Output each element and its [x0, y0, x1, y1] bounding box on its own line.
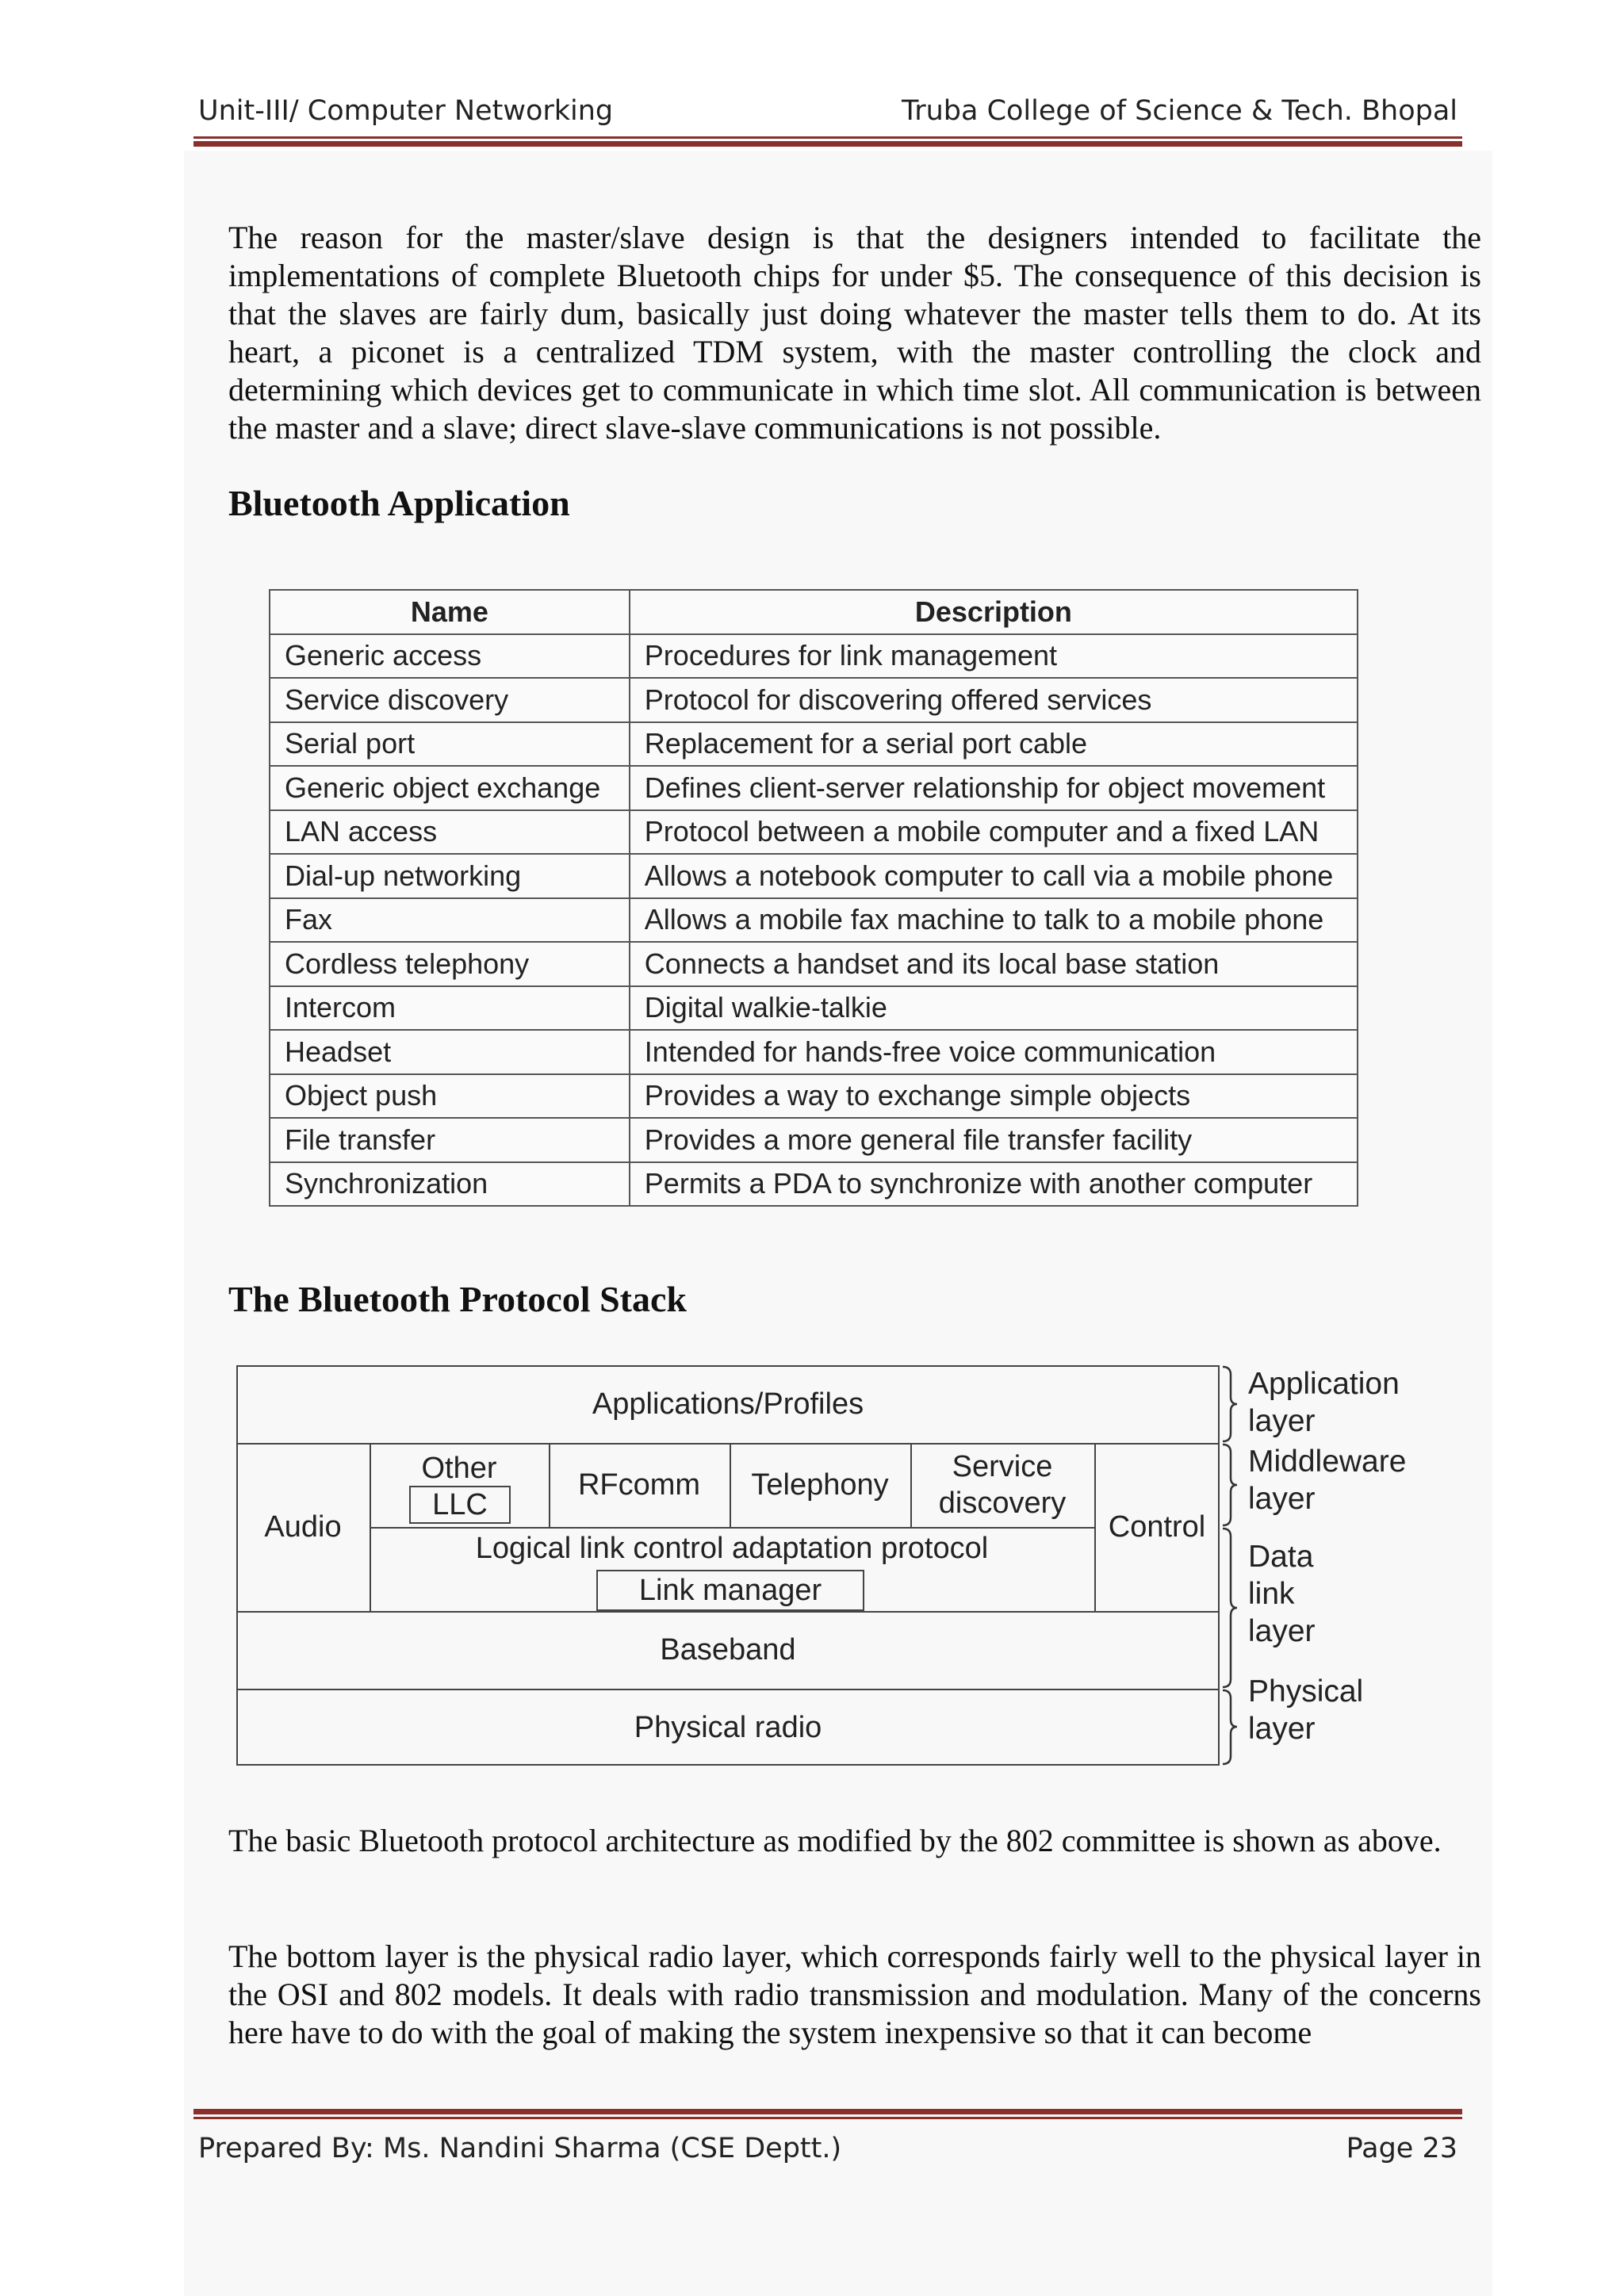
application-name-cell: Object push: [270, 1074, 630, 1119]
physical-layer-label: Physical layer: [1248, 1674, 1364, 1746]
rfcomm-label: RFcomm: [577, 1468, 701, 1502]
link-manager-label: Link manager: [638, 1574, 822, 1607]
application-description-cell: Defines client-server relationship for object movement: [630, 766, 1358, 810]
physical-layer-paragraph: The bottom layer is the physical radio layer, which corresponds fairly well to the physical layer in the OSI and 802 models. It deals with radio transmission and modulation. Many of the concerns here have to do with the goal of making the system inexpensive so that it can become: [228, 1938, 1481, 2050]
application-name-cell: LAN access: [270, 810, 630, 855]
middleware-layer-label: Middleware layer: [1248, 1445, 1407, 1516]
section-heading-applications: Bluetooth Application: [228, 483, 570, 523]
application-name-cell: Cordless telephony: [270, 942, 630, 986]
table-header-row: [270, 590, 1358, 634]
table-row: [270, 634, 1358, 679]
audio-label: Audio: [264, 1510, 342, 1544]
l2cap-label: Logical link control adaptation protocol: [475, 1532, 989, 1565]
table-row: [270, 1118, 1358, 1162]
section-heading-protocol-stack: The Bluetooth Protocol Stack: [228, 1279, 687, 1319]
application-name-cell: Generic access: [270, 634, 630, 679]
brace-middleware: [1221, 1443, 1239, 1527]
footer-left: Prepared By: Ms. Nandini Sharma (CSE Deptt.): [198, 2133, 842, 2164]
service-discovery-label: Service discovery: [938, 1450, 1067, 1520]
table-row: [270, 766, 1358, 810]
table-row: [270, 1030, 1358, 1074]
application-description-cell: Allows a notebook computer to call via a mobile phone: [630, 854, 1358, 898]
application-description-cell: Protocol between a mobile computer and a fixed LAN: [630, 810, 1358, 855]
application-description-cell: Provides a more general file transfer facility: [630, 1118, 1358, 1162]
brace-application: [1221, 1365, 1239, 1443]
table-row: [270, 942, 1358, 986]
application-description-cell: Protocol for discovering offered services: [630, 678, 1358, 722]
llc-label: LLC: [432, 1488, 488, 1521]
table-row: [270, 854, 1358, 898]
application-description-cell: Intended for hands-free voice communication: [630, 1030, 1358, 1074]
architecture-paragraph: The basic Bluetooth protocol architecture as modified by the 802 committee is shown as above.: [228, 1823, 1442, 1858]
table-row: [270, 722, 1358, 767]
telephony-label: Telephony: [751, 1468, 889, 1502]
table-header-description: Description: [630, 590, 1358, 634]
physical-radio-label: Physical radio: [634, 1710, 822, 1744]
application-name-cell: File transfer: [270, 1118, 630, 1162]
table-header-name: Name: [270, 590, 630, 634]
application-description-cell: Replacement for a serial port cable: [630, 722, 1358, 767]
bluetooth-applications-table: [269, 589, 1358, 1207]
brace-physical: [1221, 1689, 1239, 1766]
control-label: Control: [1108, 1510, 1206, 1544]
header-right: Truba College of Science & Tech. Bhopal: [901, 95, 1457, 127]
brace-data-link: [1221, 1527, 1239, 1689]
application-name-cell: Generic object exchange: [270, 766, 630, 810]
header-left: Unit-III/ Computer Networking: [198, 95, 614, 127]
application-description-cell: Connects a handset and its local base station: [630, 942, 1358, 986]
application-name-cell: Service discovery: [270, 678, 630, 722]
page-number: Page 23: [1346, 2133, 1457, 2164]
application-description-cell: Procedures for link management: [630, 634, 1358, 679]
intro-paragraph: The reason for the master/slave design is that the designers intended to facilitate the implementations of complete Bluetooth chips for under $5. The consequence of this decision is that the slaves are fairly dum, basically just doing whatever the master tells them to do. At its heart, a piconet is a centralized TDM system, with the master controlling the clock and determining which devices get to communicate in which time slot. All communication is between the master and a slave; direct slave-slave communications is not possible.: [228, 220, 1481, 446]
application-description-cell: Digital walkie-talkie: [630, 986, 1358, 1031]
application-name-cell: Headset: [270, 1030, 630, 1074]
footer-rule: [193, 2109, 1462, 2119]
application-name-cell: Serial port: [270, 722, 630, 767]
application-description-cell: Permits a PDA to synchronize with another computer: [630, 1162, 1358, 1207]
table-row: [270, 1074, 1358, 1119]
table-row: [270, 986, 1358, 1031]
application-name-cell: Synchronization: [270, 1162, 630, 1207]
table-row: [270, 898, 1358, 943]
application-description-cell: Allows a mobile fax machine to talk to a mobile phone: [630, 898, 1358, 943]
application-name-cell: Dial-up networking: [270, 854, 630, 898]
table-row: [270, 810, 1358, 855]
table-row: [270, 678, 1358, 722]
application-description-cell: Provides a way to exchange simple objects: [630, 1074, 1358, 1119]
application-name-cell: Fax: [270, 898, 630, 943]
data-link-layer-label: Data link layer: [1248, 1540, 1316, 1648]
application-layer-label: Application layer: [1248, 1367, 1400, 1438]
header-rule: [193, 136, 1462, 147]
other-label: Other: [421, 1452, 497, 1485]
baseband-label: Baseband: [660, 1633, 796, 1667]
application-name-cell: Intercom: [270, 986, 630, 1031]
applications-profiles-label: Applications/Profiles: [592, 1387, 864, 1421]
table-row: [270, 1162, 1358, 1207]
